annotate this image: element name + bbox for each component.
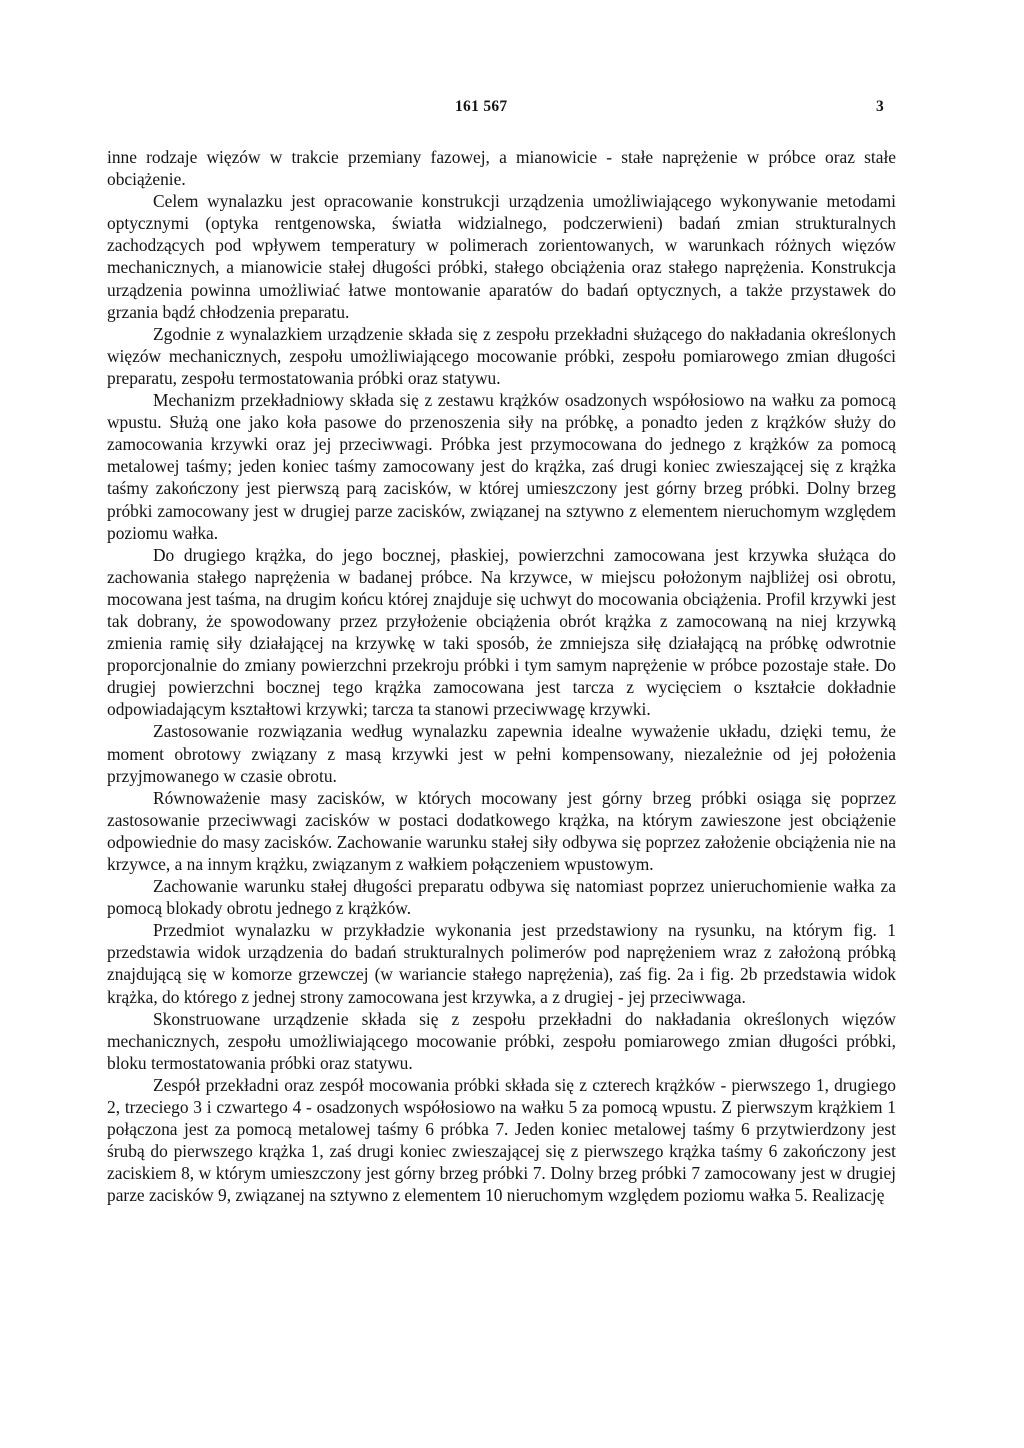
paragraph: Zastosowanie rozwiązania według wynalazku zapewnia idealne wyważenie układu, dzięki temu, że moment obrotowy związany z masą krzywki jest w pełni kompensowany, niezależnie od jej położenia przyjmowanego w czasie obrotu. — [107, 721, 896, 786]
paragraph: Zachowanie warunku stałej długości preparatu odbywa się natomiast poprzez unieruchomienie wałka za pomocą blokady obrotu jednego z krążków. — [107, 876, 896, 919]
paragraph: Mechanizm przekładniowy składa się z zestawu krążków osadzonych współosiowo na wałku za pomocą wpustu. Służą one jako koła pasowe do przenoszenia siły na próbkę, a ponadto jeden z krążków służy do zamocowania krzywki oraz jej przeciwwagi. Próbka jest przymocowana do jednego z krążków za pomocą metalowej taśmy; jeden koniec taśmy zamocowany jest do krążka, zaś drugi koniec zwieszającej się z krążka taśmy zakończony jest pierwszą parą zacisków, w której umieszczony jest górny brzeg próbki. Dolny brzeg próbki zamocowany jest w drugiej parze zacisków, związanej na sztywno z elementem nieruchomym względem poziomu wałka. — [107, 390, 896, 543]
body-text — [107, 146, 896, 1207]
paragraph: Celem wynalazku jest opracowanie konstrukcji urządzenia umożliwiającego wykonywanie metodami optycznymi (optyka rentgenowska, światła widzialnego, podczerwieni) badań zmian strukturalnych zachodzących pod wpływem temperatury w polimerach zorientowanych, w warunkach różnych więzów mechanicznych, a mianowicie stałej długości próbki, stałego obciążenia oraz stałego naprężenia. Konstrukcja urządzenia powinna umożliwiać łatwe montowanie aparatów do badań optycznych, a także przystawek do grzania bądź chłodzenia preparatu. — [107, 191, 896, 322]
page-number: 3 — [876, 98, 884, 115]
paragraph: Zespół przekładni oraz zespół mocowania próbki składa się z czterech krążków - pierwszego 1, drugiego 2, trzeciego 3 i czwartego 4 - osadzonych współosiowo na wałku 5 za pomocą wpustu. Z pierwszym krążkiem 1 połączona jest za pomocą metalowej taśmy 6 próbka 7. Jeden koniec metalowej taśmy 6 przytwierdzony jest śrubą do pierwszego krążka 1, zaś drugi koniec zwieszającej się z pierwszego krążka taśmy 6 zakończony jest zaciskiem 8, w którym umieszczony jest górny brzeg próbki 7. Dolny brzeg próbki 7 zamocowany jest w drugiej parze zacisków 9, związanej na sztywno z elementem 10 nieruchomym względem poziomu wałka 5. Realizację — [107, 1074, 896, 1206]
paragraph: Zgodnie z wynalazkiem urządzenie składa się z zespołu przekładni służącego do nakładania określonych więzów mechanicznych, zespołu umożliwiającego mocowanie próbki, zespołu pomiarowego zmian długości preparatu, zespołu termostatowania próbki oraz statywu. — [107, 323, 896, 388]
patent-number: 161 567 — [455, 98, 508, 115]
paragraph: Równoważenie masy zacisków, w których mocowany jest górny brzeg próbki osiąga się poprzez zastosowanie przeciwwagi zacisków w postaci dodatkowego krążka, na którym zawieszone jest obciążenie odpowiednie do masy zacisków. Zachowanie warunku stałej siły odbywa się poprzez założenie obciążenia nie na krzywce, a na innym krążku, związanym z wałkiem połączeniem wpustowym. — [107, 787, 896, 874]
paragraph: inne rodzaje więzów w trakcie przemiany fazowej, a mianowicie - stałe naprężenie w próbce oraz stałe obciążenie. — [107, 147, 896, 190]
paragraph: Do drugiego krążka, do jego bocznej, płaskiej, powierzchni zamocowana jest krzywka służąca do zachowania stałego naprężenia w badanej próbce. Na krzywce, w miejscu położonym najbliżej osi obrotu, mocowana jest taśma, na drugim końcu której znajduje się uchwyt do mocowania obciążenia. Profil krzywki jest tak dobrany, że spowodowany przez przyłożenie obciążenia obrót krążka z zamocowaną na niej krzywką zmienia ramię siły działającej na krzywkę w taki sposób, że zmniejsza siłę działającą na próbkę odwrotnie proporcjonalnie do zmiany powierzchni przekroju próbki i tym samym naprężenie w próbce pozostaje stałe. Do drugiej powierzchni bocznej tego krążka zamocowana jest tarcza z wycięciem o kształcie dokładnie odpowiadającym kształtowi krzywki; tarcza ta stanowi przeciwwagę krzywki. — [107, 544, 896, 720]
page-header — [0, 98, 1024, 122]
paragraph: Przedmiot wynalazku w przykładzie wykonania jest przedstawiony na rysunku, na którym fig. 1 przedstawia widok urządzenia do badań strukturalnych polimerów pod naprężeniem wraz z założoną próbką znajdującą się w komorze grzewczej (w wariancie stałego naprężenia), zaś fig. 2a i fig. 2b przedstawia widok krążka, do którego z jednej strony zamocowana jest krzywka, a z drugiej - jej przeciwwaga. — [107, 920, 896, 1007]
paragraph: Skonstruowane urządzenie składa się z zespołu przekładni do nakładania określonych więzów mechanicznych, zespołu umożliwiającego mocowanie próbki, zespołu pomiarowego zmian długości próbki, bloku termostatowania próbki oraz statywu. — [107, 1008, 896, 1073]
